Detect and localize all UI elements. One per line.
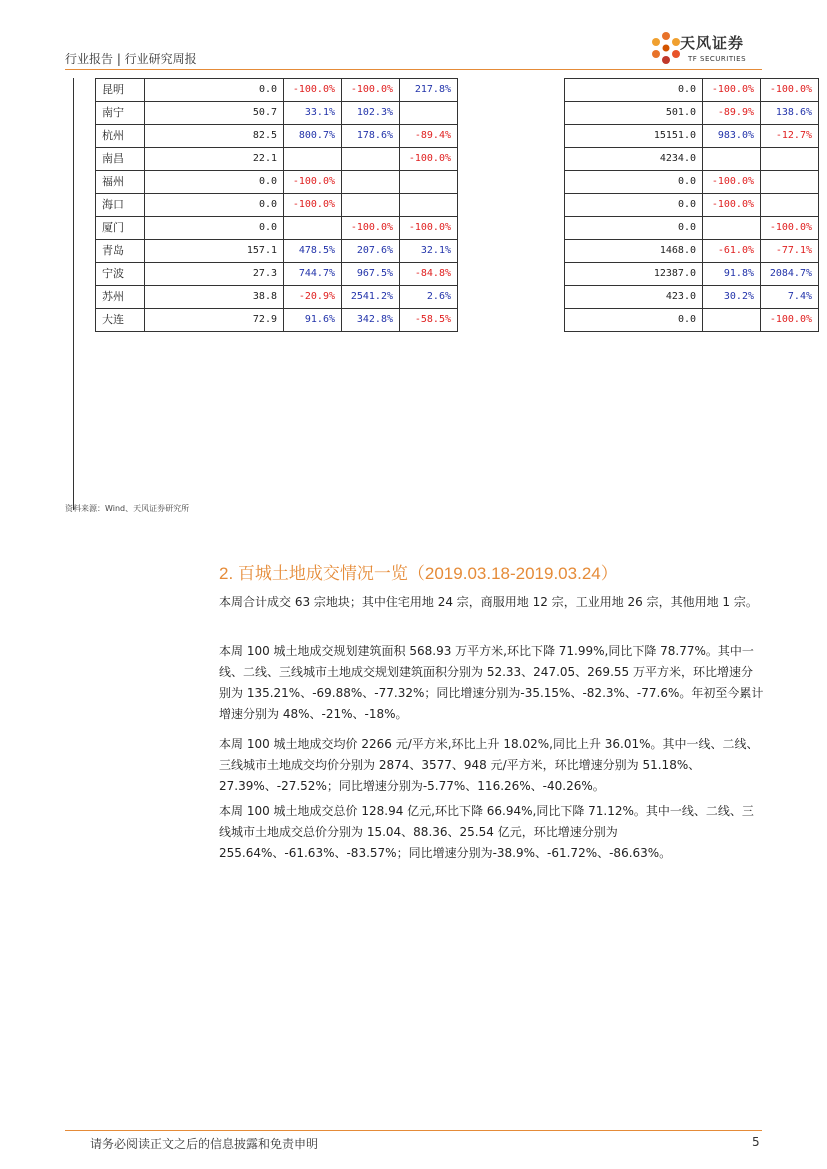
table-row: [96, 263, 819, 286]
table-gap: [458, 102, 565, 125]
table-cell: [400, 194, 458, 217]
table-cell-city: 杭州: [96, 125, 145, 148]
table-cell: 15151.0: [565, 125, 703, 148]
table-cell: 217.8%: [400, 79, 458, 102]
table-cell: -100.0%: [284, 79, 342, 102]
table-cell: [342, 194, 400, 217]
table-cell: -100.0%: [703, 194, 761, 217]
table-gap: [458, 194, 565, 217]
table-cell: [761, 171, 819, 194]
table-cell: -100.0%: [400, 217, 458, 240]
table-cell: -100.0%: [342, 79, 400, 102]
table-cell: 102.3%: [342, 102, 400, 125]
city-land-table: [95, 78, 819, 332]
table-cell: [342, 148, 400, 171]
table-cell: 157.1: [145, 240, 284, 263]
table-row: [96, 79, 819, 102]
paragraph: 本周 100 城土地成交总价 128.94 亿元,环比下降 66.94%,同比下降 71.12%。其中一线、二线、三线城市土地成交总价分别为 15.04、88.36、25.54 亿元，环比增速分别为 255.64%、-61.63%、-83.57%；同比增速分别为-38.9%、-61.72%、-86.63%。: [219, 804, 754, 860]
footer-disclaimer: 请务必阅读正文之后的信息披露和免责申明: [90, 1137, 319, 1151]
table-cell: -100.0%: [400, 148, 458, 171]
table-cell-city: 福州: [96, 171, 145, 194]
table-cell-city: 苏州: [96, 286, 145, 309]
table-row: [96, 217, 819, 240]
table-cell: [400, 102, 458, 125]
paragraph: 本周 100 城土地成交均价 2266 元/平方米,环比上升 18.02%,同比上升 36.01%。其中一线、二线、三线城市土地成交均价分别为 2874、3577、948 元/平方米，环比增速分别为 51.18%、27.39%、-27.52%；同比增速分别为-5.77%、116.26%、-40.26%。: [219, 737, 759, 793]
table-row: [96, 102, 819, 125]
table-cell-city: 宁波: [96, 263, 145, 286]
table-cell: -61.0%: [703, 240, 761, 263]
table-cell: 22.1: [145, 148, 284, 171]
table-cell-city: 海口: [96, 194, 145, 217]
table-cell: 342.8%: [342, 309, 400, 332]
table-cell: 207.6%: [342, 240, 400, 263]
table-cell-city: 青岛: [96, 240, 145, 263]
table-cell: -100.0%: [284, 194, 342, 217]
table-cell: 33.1%: [284, 102, 342, 125]
table-cell: 0.0: [145, 194, 284, 217]
table-cell: [703, 217, 761, 240]
header-rule: [65, 69, 762, 70]
table-cell: 983.0%: [703, 125, 761, 148]
table-cell: [761, 194, 819, 217]
table-cell: 0.0: [565, 309, 703, 332]
table-gap: [458, 217, 565, 240]
table-cell: [284, 217, 342, 240]
table-cell: [703, 148, 761, 171]
table-cell: 7.4%: [761, 286, 819, 309]
table-source: 资料来源：Wind、天风证券研究所: [65, 504, 190, 513]
table-cell: -100.0%: [761, 309, 819, 332]
section-title: 2. 百城土地成交情况一览（2019.03.18-2019.03.24）: [219, 564, 618, 583]
header-breadcrumb: 行业报告 | 行业研究周报: [65, 52, 197, 66]
table-cell-city: 南宁: [96, 102, 145, 125]
table-cell-city: 南昌: [96, 148, 145, 171]
table-cell: 91.6%: [284, 309, 342, 332]
table-cell: 501.0: [565, 102, 703, 125]
table-cell: 50.7: [145, 102, 284, 125]
table-row: [96, 194, 819, 217]
table-cell: 2541.2%: [342, 286, 400, 309]
table-left-rule: [73, 78, 74, 510]
table-cell: -58.5%: [400, 309, 458, 332]
table-cell: 91.8%: [703, 263, 761, 286]
table-cell: -100.0%: [761, 79, 819, 102]
table-gap: [458, 171, 565, 194]
table-row: [96, 148, 819, 171]
table-cell: 82.5: [145, 125, 284, 148]
table-cell: 38.8: [145, 286, 284, 309]
table-row: [96, 125, 819, 148]
table-cell: 1468.0: [565, 240, 703, 263]
table-cell: 967.5%: [342, 263, 400, 286]
table-row: [96, 286, 819, 309]
brand-name-en: TF SECURITIES: [688, 55, 747, 63]
table-cell: 30.2%: [703, 286, 761, 309]
table-cell: 478.5%: [284, 240, 342, 263]
table-cell: 138.6%: [761, 102, 819, 125]
table-gap: [458, 148, 565, 171]
table-cell: -100.0%: [284, 171, 342, 194]
table-cell-city: 昆明: [96, 79, 145, 102]
table-cell: 0.0: [565, 171, 703, 194]
footer-rule: [65, 1130, 762, 1131]
brand-name-cn: 天风证券: [680, 34, 745, 52]
table-cell: 72.9: [145, 309, 284, 332]
paragraph: 本周 100 城土地成交规划建筑面积 568.93 万平方米,环比下降 71.99%,同比下降 78.77%。其中一线、二线、三线城市土地成交规划建筑面积分别为 52.33、247.05、269.55 万平方米，环比增速分别为 135.21%、-69.88%、-77.32%；同比增速分别为-35.15%、-82.3%、-77.6%。年初至今累计增速分别为 48%、-21%、-18%。: [219, 644, 764, 721]
table-cell: -20.9%: [284, 286, 342, 309]
table-gap: [458, 309, 565, 332]
table-cell: 12387.0: [565, 263, 703, 286]
table-cell: -89.4%: [400, 125, 458, 148]
table-gap: [458, 79, 565, 102]
table-cell: -89.9%: [703, 102, 761, 125]
table-cell: 2.6%: [400, 286, 458, 309]
table-cell: 27.3: [145, 263, 284, 286]
table-cell: -100.0%: [761, 217, 819, 240]
table-gap: [458, 240, 565, 263]
table-cell: 0.0: [145, 79, 284, 102]
table-cell: 0.0: [565, 194, 703, 217]
table-row: [96, 309, 819, 332]
table-row: [96, 240, 819, 263]
table-cell: -12.7%: [761, 125, 819, 148]
table-cell: 4234.0: [565, 148, 703, 171]
table-cell: 0.0: [565, 217, 703, 240]
table-cell: -100.0%: [703, 171, 761, 194]
table-cell-city: 大连: [96, 309, 145, 332]
table-cell: [342, 171, 400, 194]
paragraph: 本周合计成交 63 宗地块；其中住宅用地 24 宗，商服用地 12 宗，工业用地 26 宗，其他用地 1 宗。: [219, 595, 758, 609]
table-cell: 0.0: [145, 217, 284, 240]
table-cell: 0.0: [565, 79, 703, 102]
table-cell: [703, 309, 761, 332]
table-gap: [458, 125, 565, 148]
table-gap: [458, 286, 565, 309]
table-cell: 178.6%: [342, 125, 400, 148]
table-cell: 32.1%: [400, 240, 458, 263]
table-cell: 423.0: [565, 286, 703, 309]
table-cell: -77.1%: [761, 240, 819, 263]
table-cell: [761, 148, 819, 171]
table-cell: 800.7%: [284, 125, 342, 148]
table-cell: [284, 148, 342, 171]
table-cell: 744.7%: [284, 263, 342, 286]
table-cell-city: 厦门: [96, 217, 145, 240]
table-cell: [400, 171, 458, 194]
table-cell: 0.0: [145, 171, 284, 194]
table-cell: -100.0%: [703, 79, 761, 102]
page-number: 5: [752, 1135, 760, 1149]
table-gap: [458, 263, 565, 286]
table-cell: 2084.7%: [761, 263, 819, 286]
table-row: [96, 171, 819, 194]
table-cell: -84.8%: [400, 263, 458, 286]
table-cell: -100.0%: [342, 217, 400, 240]
